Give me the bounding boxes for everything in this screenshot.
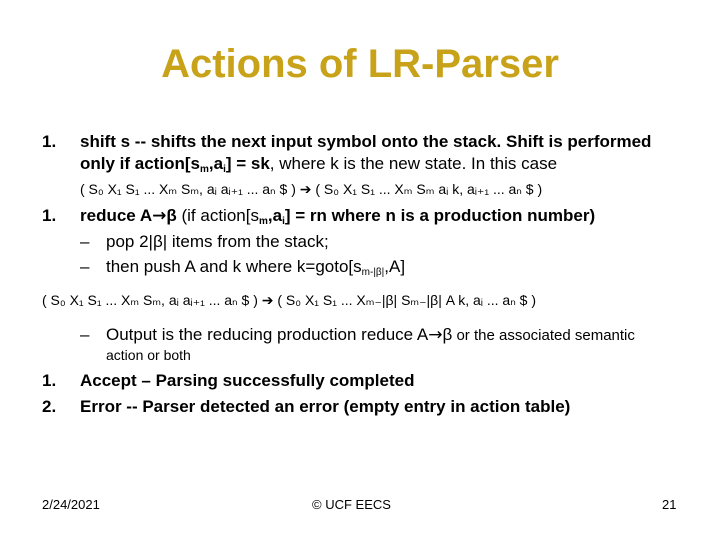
item-number-shift: 1. xyxy=(42,132,57,151)
error-line xyxy=(80,397,570,417)
reduce-mid: (if action[s xyxy=(176,206,259,225)
output-beta: β xyxy=(442,325,453,344)
output-post: or the associated semantic xyxy=(452,327,635,344)
accept-label: Accept xyxy=(80,371,137,390)
shift-configuration: ( S₀ X₁ S₁ ... Xₘ Sₘ, aᵢ aᵢ₊₁ ... aₙ $ ) ➔ ( S₀ X₁ S₁ ... Xₘ Sₘ aᵢ k, aᵢ₊₁ ... aₙ $ ) xyxy=(80,181,543,197)
item-number-error: 2. xyxy=(42,397,57,416)
reduce-push-line xyxy=(106,257,405,278)
reduce-sub-m: m xyxy=(258,216,268,227)
shift-condition-sub-m: m xyxy=(199,164,209,175)
shift-line-2 xyxy=(80,154,557,175)
reduce-push-tail: ,A] xyxy=(384,257,406,276)
slide-title: Actions of LR-Parser xyxy=(161,42,559,86)
reduce-configuration: ( S₀ X₁ S₁ ... Xₘ Sₘ, aᵢ aᵢ₊₁ ... aₙ $ ) ➔ ( S₀ X₁ S₁ ... Xₘ₋|β| Sₘ₋|β| A k, aᵢ ... aₙ $ ) xyxy=(42,292,537,308)
shift-condition-pre: only if action[s xyxy=(80,154,200,173)
reduce-pre: reduce A xyxy=(80,206,153,225)
reduce-pop-text: pop 2|β| items from the stack; xyxy=(106,232,329,251)
error-text: -- Parser detected an error (empty entry in action table) xyxy=(121,397,571,416)
accept-line xyxy=(80,371,414,391)
reduce-beta: β xyxy=(166,206,177,225)
footer-page-number: 21 xyxy=(662,497,677,512)
shift-condition-tail: , where k is the new state. In this case xyxy=(269,154,558,173)
reduce-sub-i: i xyxy=(282,216,285,227)
shift-condition-post: ] = sk xyxy=(225,154,270,173)
shift-condition-mid: ,a xyxy=(208,154,224,173)
reduce-push-text: then push A and k where k=goto[s xyxy=(106,257,362,276)
right-arrow-icon: → xyxy=(152,206,167,226)
reduce-push-sub: m-|β| xyxy=(361,267,385,278)
item-number-reduce: 1. xyxy=(42,206,57,225)
shift-condition-sub-i: i xyxy=(223,164,226,175)
reduce-mid2: ,a xyxy=(267,206,283,225)
sub-dash-push: – xyxy=(80,257,90,276)
right-arrow-icon: → xyxy=(428,325,443,345)
shift-line-1: shift s -- shifts the next input symbol onto the stack. Shift is performed xyxy=(80,132,652,151)
accept-text: – Parsing successfully completed xyxy=(136,371,415,390)
item-number-accept: 1. xyxy=(42,371,57,390)
sub-dash-pop: – xyxy=(80,232,90,251)
output-line-2: action or both xyxy=(106,347,191,363)
error-label: Error xyxy=(80,397,122,416)
footer-center: © UCF EECS xyxy=(312,497,391,512)
reduce-post: ] = rn where n is a production number) xyxy=(284,206,596,225)
sub-dash-output: – xyxy=(80,325,90,344)
output-line-1 xyxy=(106,325,635,345)
output-pre: Output is the reducing production reduce A xyxy=(106,325,429,344)
footer-date: 2/24/2021 xyxy=(42,497,100,512)
reduce-line xyxy=(80,206,595,227)
